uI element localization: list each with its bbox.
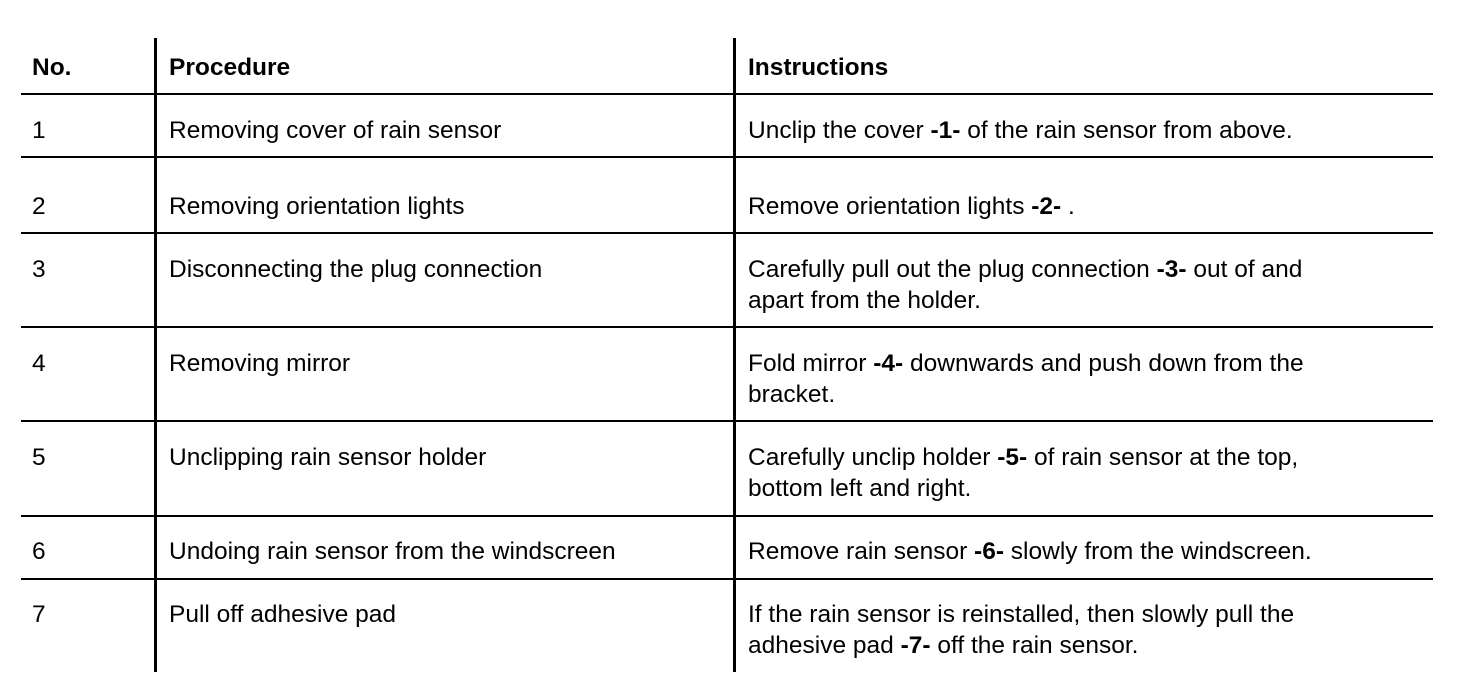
instructions-text	[748, 348, 1304, 410]
instruction-line	[748, 191, 1075, 222]
row-divider	[21, 420, 1433, 422]
row-divider	[21, 156, 1433, 158]
step-number: 3	[32, 256, 46, 283]
instruction-segment: downwards and push down from the	[903, 350, 1304, 377]
instruction-line	[748, 599, 1294, 630]
procedure-text: Disconnecting the plug connection	[169, 256, 543, 283]
step-number: 2	[32, 193, 46, 220]
step-number: 5	[32, 444, 46, 471]
instruction-line	[748, 254, 1302, 285]
instruction-segment: apart from the holder.	[748, 287, 981, 314]
instruction-line	[748, 379, 1304, 410]
instructions-text	[748, 254, 1302, 316]
part-reference: -6-	[974, 538, 1004, 565]
instruction-segment: of the rain sensor from above.	[960, 117, 1293, 144]
instruction-segment: bracket.	[748, 381, 836, 408]
instruction-segment: Remove rain sensor	[748, 538, 975, 565]
instruction-segment: .	[1061, 193, 1075, 220]
instruction-segment: Carefully pull out the plug connection	[748, 256, 1157, 283]
instructions-text	[748, 191, 1075, 222]
instruction-line	[748, 536, 1312, 567]
instruction-segment: If the rain sensor is reinstalled, then slowly pull the	[748, 601, 1295, 628]
instruction-segment: of rain sensor at the top,	[1027, 444, 1299, 471]
instructions-text	[748, 442, 1298, 504]
part-reference: -3-	[1156, 256, 1187, 283]
instruction-line	[748, 285, 1302, 316]
procedure-table	[21, 38, 1433, 672]
part-reference: -1-	[930, 117, 961, 144]
procedure-text: Removing orientation lights	[169, 193, 465, 220]
part-reference: -5-	[997, 444, 1028, 471]
part-reference: -7-	[900, 632, 931, 659]
procedure-text: Removing cover of rain sensor	[169, 117, 502, 144]
row-divider	[21, 515, 1433, 517]
instructions-text	[748, 115, 1293, 146]
instruction-segment: off the rain sensor.	[930, 632, 1139, 659]
instruction-segment: Unclip the cover	[748, 117, 931, 144]
header-divider	[21, 93, 1433, 95]
procedure-text: Undoing rain sensor from the windscreen	[169, 538, 616, 565]
instruction-segment: Fold mirror	[748, 350, 874, 377]
row-divider	[21, 578, 1433, 580]
part-reference: -2-	[1031, 193, 1062, 220]
instructions-text	[748, 599, 1294, 661]
procedure-text: Removing mirror	[169, 350, 351, 377]
instruction-segment: adhesive pad	[748, 632, 901, 659]
header-procedure: Procedure	[169, 54, 291, 81]
step-number: 1	[32, 117, 46, 144]
instruction-segment: Remove orientation lights	[748, 193, 1032, 220]
procedure-text: Unclipping rain sensor holder	[169, 444, 487, 471]
instruction-line	[748, 473, 1298, 504]
row-divider	[21, 232, 1433, 234]
instruction-segment: bottom left and right.	[748, 475, 972, 502]
header-no: No.	[32, 54, 72, 81]
column-divider	[154, 38, 157, 672]
step-number: 6	[32, 538, 46, 565]
step-number: 7	[32, 601, 46, 628]
procedure-text: Pull off adhesive pad	[169, 601, 397, 628]
row-divider	[21, 326, 1433, 328]
instruction-line	[748, 348, 1304, 379]
instructions-text	[748, 536, 1312, 567]
instruction-segment: out of and	[1186, 256, 1303, 283]
instruction-segment: Carefully unclip holder	[748, 444, 998, 471]
instruction-line	[748, 115, 1293, 146]
header-instructions: Instructions	[748, 54, 889, 81]
instruction-line	[748, 630, 1294, 661]
instruction-line	[748, 442, 1298, 473]
step-number: 4	[32, 350, 46, 377]
column-divider	[733, 38, 736, 672]
instruction-segment: slowly from the windscreen.	[1004, 538, 1312, 565]
part-reference: -4-	[873, 350, 904, 377]
